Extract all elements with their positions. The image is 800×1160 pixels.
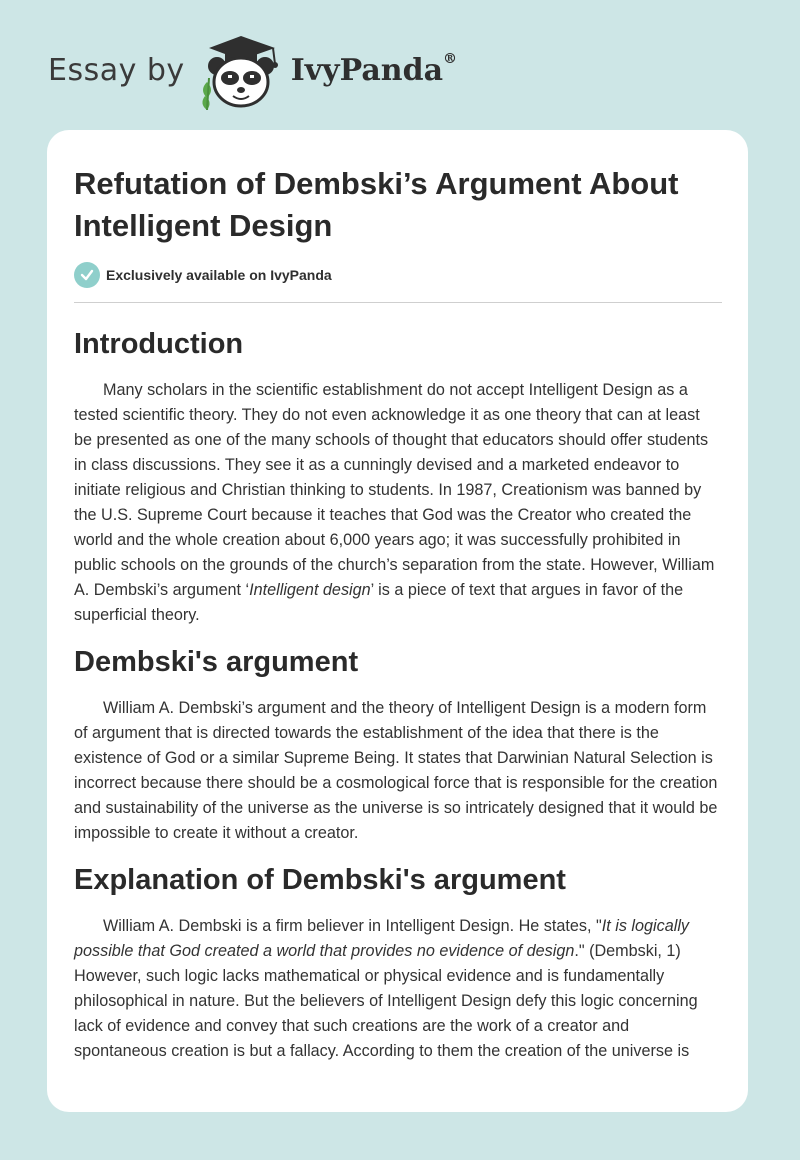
paragraph-dembski-argument: William A. Dembski’s argument and the theory of Intelligent Design is a modern form of argument that is directed towards the establishment of the idea that there is the existence of God or a similar Supreme Being. It states that Darwinian Natural Selection is incorrect because there should be a cosmological force that is responsible for the creation and sustainability of the universe as the universe is so intricately designed that it would be impossible to create it without a creator. (74, 699, 718, 842)
paragraph-text: William A. Dembski is a firm believer in Intelligent Design. He states, " (103, 917, 602, 935)
brand-name[interactable] (290, 50, 458, 88)
site-header (48, 30, 468, 110)
essay-content (74, 322, 722, 1064)
essay-title: Refutation of Dembski’s Argument About Intelligent Design (74, 166, 679, 243)
exclusive-badge (74, 262, 332, 288)
section-heading-introduction: Introduction (74, 328, 244, 360)
brand-label: IvyPanda (290, 52, 444, 88)
section-heading-dembski-argument: Dembski's argument (74, 646, 359, 678)
paragraph-text-end: ’ is a piece of text that argues in favor of the superficial theory. (74, 581, 684, 624)
checkmark-icon (74, 262, 100, 288)
paragraph-text: Many scholars in the scientific establishment do not accept Intelligent Design as a tested scientific theory. They do not even acknowledge it as one theory that can at least be presented as one of the many schools of thought that educators should offer students in class discussions. They see it as a cunningly devised and a marketed endeavor to initiate religious and Christian thinking to students. In 1987, Creationism was banned by the U.S. Supreme Court because it teaches that God was the Creator who created the world and the whole creation about 6,000 years ago; it was successfully prohibited in public schools on the grounds of the church’s separation from the state. However, William A. Dembski’s argument ‘ (74, 381, 715, 599)
essay-card (47, 130, 748, 1112)
divider (74, 302, 722, 303)
paragraph-emphasis: It is logically possible that God created a world that provides no evidence of design (74, 917, 690, 960)
essay-by-label: Essay by (48, 52, 185, 88)
registered-mark: ® (443, 50, 458, 67)
paragraph-emphasis: Intelligent design (249, 581, 371, 599)
paragraph-text-end: ." (Dembski, 1) However, such logic lacks mathematical or physical evidence and is fundamentally philosophical in nature. But the believers of Intelligent Design defy this logic concerning lack of evidence and convey that such creations are the work of a creator and spontaneous creation is but a fallacy. According to them the creation of the universe is (74, 942, 698, 1060)
exclusive-label: Exclusively available on IvyPanda (106, 267, 332, 283)
paragraph-introduction (74, 378, 722, 628)
section-heading-explanation: Explanation of Dembski's argument (74, 864, 566, 896)
paragraph-explanation (74, 914, 722, 1064)
panda-logo-icon[interactable] (195, 30, 287, 110)
